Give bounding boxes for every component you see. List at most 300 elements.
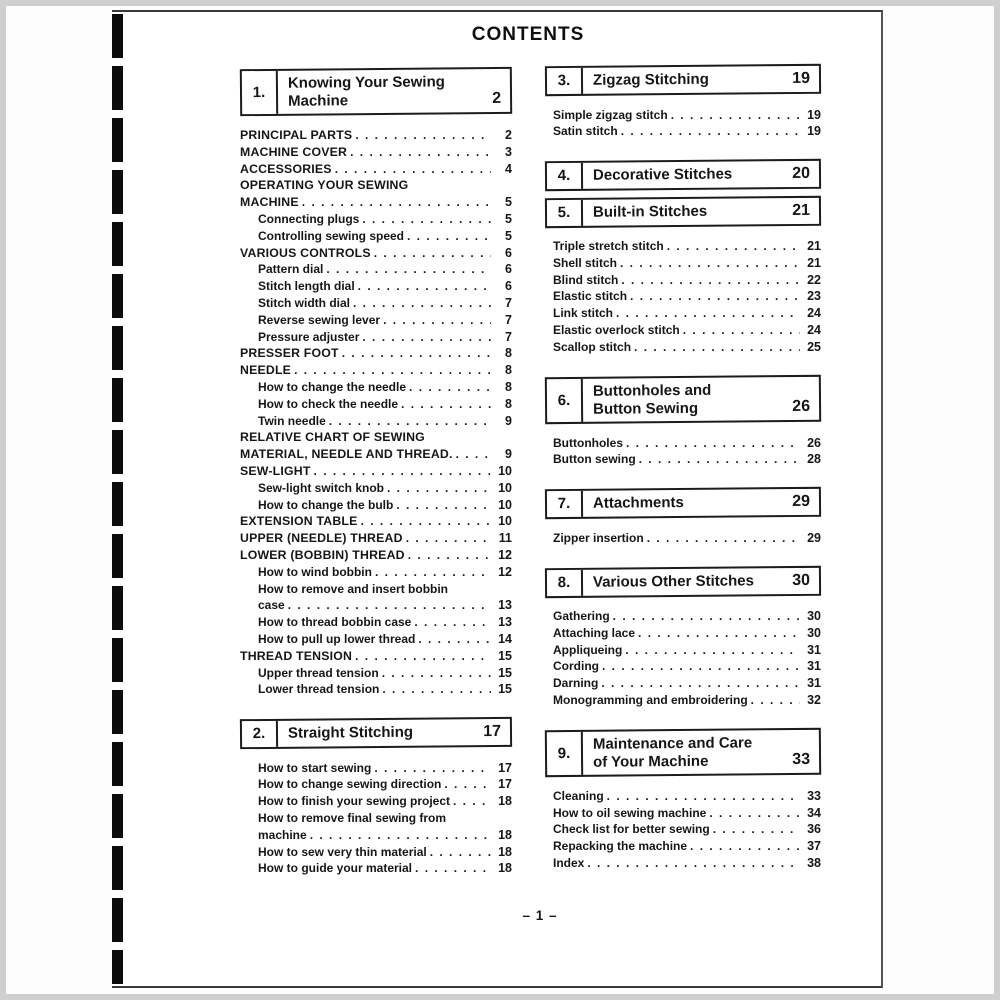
toc-entry-label: MACHINE (240, 195, 299, 210)
toc-entry-label: SEW-LIGHT (240, 463, 311, 478)
section-heading (240, 67, 512, 116)
section-number: 4. (547, 163, 583, 189)
toc-entry (545, 238, 821, 255)
dot-leader (587, 855, 800, 872)
toc-entry-page: 5 (505, 228, 512, 243)
section-title (278, 719, 483, 746)
toc-entry-label: Link stitch (553, 306, 614, 321)
toc-section (545, 160, 821, 190)
toc-entry-label: Gathering (553, 609, 610, 624)
toc-entry-page: 29 (807, 530, 821, 545)
toc-entry (240, 681, 512, 698)
section-entry-list (240, 127, 512, 698)
dot-leader (326, 261, 491, 278)
toc-entry-label: Pattern dial (258, 262, 324, 277)
section-heading (545, 159, 821, 191)
section-heading (545, 64, 821, 96)
toc-entry-page: 19 (807, 124, 821, 139)
dot-leader (625, 642, 800, 659)
toc-entry (240, 329, 512, 346)
toc-entry-page: 21 (807, 255, 821, 270)
dot-leader (453, 793, 491, 810)
toc-entry (240, 345, 512, 362)
toc-entry-label: Monogramming and embroidering (553, 693, 748, 708)
toc-entry-page: 13 (498, 598, 512, 613)
dot-leader (690, 838, 800, 855)
dot-leader (406, 530, 491, 547)
toc-entry (545, 451, 821, 468)
toc-entry-page: 30 (807, 625, 821, 640)
toc-entry-label: Repacking the machine (553, 839, 688, 854)
toc-entry-page: 25 (807, 339, 821, 354)
toc-entry-label: How to remove final sewing from (258, 810, 447, 825)
toc-entry (240, 127, 512, 144)
toc-entry (545, 255, 821, 272)
dot-leader (621, 123, 800, 140)
toc-entry-page: 10 (498, 463, 512, 478)
section-title (583, 66, 792, 93)
toc-section (545, 488, 821, 546)
section-title-line: Buttonholes and (592, 381, 712, 400)
toc-entry-label: Scallop stitch (553, 339, 632, 354)
dot-leader (401, 396, 491, 413)
section-entry-list (545, 530, 821, 547)
toc-entry-page: 6 (505, 245, 512, 260)
toc-entry-label: How to wind bobbin (258, 564, 372, 579)
dot-leader (418, 631, 491, 648)
section-number: 8. (547, 569, 583, 595)
dot-leader (601, 675, 800, 692)
toc-entry-page: 8 (505, 396, 512, 411)
dot-leader (355, 127, 491, 144)
toc-entry (240, 362, 512, 379)
dot-leader (613, 608, 800, 625)
toc-entry (240, 564, 512, 581)
toc-entry-label: Appliqueing (553, 642, 623, 657)
dot-leader (382, 665, 491, 682)
section-page-number: 19 (792, 69, 811, 87)
dot-leader (375, 564, 491, 581)
dot-leader (620, 255, 800, 272)
toc-entry (240, 581, 512, 598)
toc-section (545, 729, 821, 872)
dot-leader (361, 513, 491, 530)
page-number-footer: – 1 – (522, 908, 558, 923)
toc-entry-page: 6 (505, 262, 512, 277)
toc-entry-label: Zipper insertion (553, 530, 644, 545)
toc-entry-page: 31 (807, 659, 821, 674)
toc-entry-label: Connecting plugs (258, 211, 360, 226)
toc-entry-label: RELATIVE CHART OF SEWING (240, 430, 425, 445)
toc-entry-label: Sew-light switch knob (258, 480, 385, 495)
toc-entry-label: NEEDLE (240, 363, 292, 378)
toc-entry-label: Shell stitch (553, 255, 618, 270)
toc-entry (545, 642, 821, 659)
toc-entry-page: 5 (505, 195, 512, 210)
section-page-number: 2 (492, 89, 502, 107)
dot-leader (329, 413, 491, 430)
dot-leader (408, 547, 491, 564)
toc-entry-label: case (258, 598, 285, 613)
section-number: 6. (547, 379, 583, 422)
toc-entry (240, 760, 512, 777)
toc-entry-page: 34 (807, 805, 821, 820)
toc-entry-page: 10 (498, 480, 512, 495)
toc-entry-label: How to oil sewing machine (553, 805, 707, 820)
toc-entry (240, 144, 512, 161)
toc-entry (240, 776, 512, 793)
dot-leader (634, 339, 800, 356)
toc-entry-page: 32 (807, 693, 821, 708)
toc-entry (545, 805, 821, 822)
toc-entry-label: Controlling sewing speed (258, 228, 405, 243)
toc-entry-page: 9 (505, 413, 512, 428)
section-title (583, 568, 792, 595)
toc-column-left (240, 68, 512, 877)
section-heading (240, 717, 512, 749)
toc-entry-page: 10 (498, 514, 512, 529)
toc-entry (545, 821, 821, 838)
toc-entry-page: 38 (807, 856, 821, 871)
toc-entry-page: 19 (807, 107, 821, 122)
dot-leader (671, 107, 800, 124)
toc-entry-label: Check list for better sewing (553, 822, 710, 837)
toc-entry (240, 547, 512, 564)
toc-entry-label: MATERIAL, NEEDLE AND THREAD. (240, 447, 453, 462)
toc-entry-label: How to thread bobbin case (258, 615, 412, 630)
toc-entry-label: Stitch width dial (258, 295, 350, 310)
toc-entry (240, 827, 512, 844)
toc-entry-page: 13 (498, 615, 512, 630)
toc-entry-label: Pressure adjuster (258, 329, 360, 344)
dot-leader (751, 692, 800, 709)
toc-entry-label: Reverse sewing lever (258, 312, 381, 327)
toc-entry-page: 8 (505, 363, 512, 378)
section-title-line: Machine (288, 91, 349, 110)
toc-entry (545, 272, 821, 289)
toc-entry-label: Cleaning (553, 788, 604, 803)
toc-entry-page: 33 (807, 788, 821, 803)
toc-entry-page: 7 (505, 295, 512, 310)
toc-entry (545, 855, 821, 872)
toc-entry-page: 4 (505, 161, 512, 176)
toc-entry-page: 2 (505, 128, 512, 142)
dot-leader (294, 362, 491, 379)
binding-edge-marks (112, 14, 123, 984)
toc-entry-page: 11 (498, 531, 512, 546)
toc-entry-label: Button sewing (553, 452, 636, 467)
toc-entry (240, 211, 512, 228)
toc-entry (240, 530, 512, 547)
dot-leader (407, 228, 491, 245)
toc-entry (240, 245, 512, 262)
toc-entry-label: PRINCIPAL PARTS (240, 128, 353, 142)
toc-entry-label: How to finish your sewing project (258, 794, 451, 809)
section-title-line: Attachments (592, 494, 684, 513)
dot-leader (621, 272, 800, 289)
toc-entry-label: How to pull up lower thread (258, 631, 416, 646)
toc-entry-label: Elastic stitch (553, 289, 628, 304)
toc-column-right (545, 65, 821, 872)
section-heading-body (583, 730, 819, 775)
section-page-number: 30 (792, 570, 811, 589)
section-number: 9. (547, 732, 583, 775)
section-heading-body (583, 161, 819, 189)
toc-entry-page: 26 (807, 435, 821, 450)
toc-entry-page: 3 (505, 144, 512, 159)
dot-leader (409, 379, 491, 396)
dot-leader (374, 760, 491, 777)
section-heading (545, 487, 821, 519)
toc-entry-page: 6 (505, 279, 512, 294)
section-title-line: of Your Machine (593, 752, 709, 771)
dot-leader (667, 238, 800, 255)
section-entry-list (240, 760, 512, 878)
section-number: 2. (242, 721, 278, 747)
toc-entry-label: Lower thread tension (258, 682, 380, 697)
section-heading-body (278, 69, 510, 114)
dot-leader (616, 305, 800, 322)
toc-entry-page: 31 (807, 642, 821, 657)
toc-entry-page: 18 (498, 844, 512, 859)
toc-entry (545, 692, 821, 709)
toc-entry-label: How to start sewing (258, 760, 372, 775)
section-title (583, 730, 793, 775)
dot-leader (374, 245, 491, 262)
dot-leader (709, 805, 800, 822)
toc-entry (545, 530, 821, 547)
section-entry-list (545, 608, 821, 709)
toc-entry (545, 435, 821, 452)
toc-entry (545, 838, 821, 855)
toc-entry (545, 339, 821, 356)
toc-section (545, 567, 821, 709)
toc-entry-label: UPPER (NEEDLE) THREAD (240, 531, 403, 546)
toc-entry (545, 608, 821, 625)
section-entry-list (545, 107, 821, 141)
toc-entry-page: 30 (807, 609, 821, 624)
toc-entry (545, 107, 821, 124)
toc-entry (240, 429, 512, 446)
section-heading-body (583, 567, 819, 595)
dot-leader (602, 658, 800, 675)
toc-entry (240, 161, 512, 178)
dot-leader (396, 497, 491, 514)
toc-entry (240, 480, 512, 497)
dot-leader (314, 463, 491, 480)
toc-entry-page: 17 (498, 760, 512, 775)
toc-entry (240, 413, 512, 430)
dot-leader (350, 144, 491, 161)
toc-section (545, 376, 821, 469)
dot-leader (647, 530, 800, 547)
toc-entry-page: 21 (807, 239, 821, 254)
toc-entry-page: 18 (498, 827, 512, 842)
section-page-number: 26 (792, 397, 811, 415)
toc-entry-page: 10 (498, 497, 512, 512)
toc-entry (545, 322, 821, 339)
toc-entry-label: OPERATING YOUR SEWING (240, 178, 409, 193)
toc-entry (545, 625, 821, 642)
section-heading-body (278, 719, 510, 747)
toc-entry-page: 18 (498, 794, 512, 809)
dot-leader (414, 614, 491, 631)
page-title: CONTENTS (471, 24, 585, 45)
toc-entry (240, 614, 512, 631)
dot-leader (288, 597, 491, 614)
section-title-line: Decorative Stitches (592, 165, 733, 184)
dot-leader (683, 322, 800, 339)
toc-entry (240, 497, 512, 514)
section-heading-body (583, 66, 819, 94)
section-entry-list (545, 788, 821, 872)
toc-section (240, 718, 512, 877)
toc-entry (240, 648, 512, 665)
section-entry-list (545, 435, 821, 469)
section-page-number: 29 (792, 492, 811, 510)
dot-leader (387, 480, 491, 497)
section-page-number: 33 (792, 750, 811, 768)
toc-entry-page: 15 (498, 682, 512, 697)
toc-entry (240, 860, 512, 877)
toc-entry-page: 9 (505, 447, 512, 462)
toc-entry (240, 793, 512, 810)
toc-entry-label: Satin stitch (553, 124, 618, 139)
toc-entry-label: Elastic overlock stitch (553, 323, 680, 338)
dot-leader (456, 446, 491, 463)
dot-leader (310, 827, 491, 844)
toc-section (545, 197, 821, 356)
toc-entry-label: How to change sewing direction (258, 777, 442, 792)
dot-leader (302, 194, 491, 211)
section-heading-body (583, 489, 819, 517)
toc-entry (240, 228, 512, 245)
toc-entry-page: 31 (807, 676, 821, 691)
toc-entry-label: THREAD TENSION (240, 648, 353, 663)
toc-entry-label: machine (258, 827, 307, 842)
toc-entry-page: 14 (498, 631, 512, 646)
toc-entry (545, 123, 821, 140)
toc-entry-page: 7 (505, 312, 512, 327)
toc-entry (240, 194, 512, 211)
section-title-line: Built-in Stitches (592, 202, 708, 221)
section-heading-body (583, 197, 819, 225)
toc-entry (240, 261, 512, 278)
toc-entry-label: ACCESSORIES (240, 161, 332, 176)
dot-leader (638, 625, 800, 642)
toc-entry-label: Triple stretch stitch (553, 239, 664, 254)
dot-leader (444, 776, 491, 793)
section-title (583, 377, 793, 422)
toc-entry-label: How to change the needle (258, 379, 407, 394)
toc-entry (545, 288, 821, 305)
section-heading-body (583, 376, 819, 421)
dot-leader (639, 451, 800, 468)
toc-entry (240, 631, 512, 648)
toc-entry-label: How to guide your material (258, 861, 413, 876)
toc-entry (545, 658, 821, 675)
toc-entry (240, 278, 512, 295)
toc-entry-page: 7 (505, 329, 512, 344)
section-title-line: Button Sewing (593, 399, 699, 417)
toc-entry-page: 12 (498, 547, 512, 562)
section-number: 1. (242, 71, 278, 114)
toc-entry (545, 675, 821, 692)
dot-leader (415, 860, 491, 877)
toc-entry (545, 788, 821, 805)
section-page-number: 20 (792, 164, 811, 182)
toc-entry-label: How to change the bulb (258, 497, 394, 512)
toc-entry (240, 312, 512, 329)
toc-entry (240, 396, 512, 413)
toc-entry (240, 844, 512, 861)
toc-section (545, 65, 821, 140)
dot-leader (355, 648, 491, 665)
toc-entry (240, 463, 512, 480)
toc-entry-label: Blind stitch (553, 272, 619, 287)
section-title-line: Straight Stitching (287, 723, 414, 742)
toc-entry-label: Stitch length dial (258, 279, 355, 294)
toc-entry-page: 37 (807, 839, 821, 854)
section-heading (545, 728, 821, 777)
dot-leader (383, 312, 491, 329)
dot-leader (358, 278, 491, 295)
section-title (583, 489, 792, 516)
dot-leader (607, 788, 800, 805)
section-title-line: Zigzag Stitching (592, 70, 709, 89)
toc-entry-page: 12 (498, 564, 512, 579)
toc-entry-page: 15 (498, 665, 512, 680)
toc-entry (240, 513, 512, 530)
toc-entry-label: Darning (553, 676, 599, 691)
section-title (583, 198, 792, 225)
dot-leader (630, 288, 800, 305)
toc-entry-page: 15 (498, 648, 512, 663)
section-heading (545, 374, 821, 423)
toc-entry-page: 5 (505, 211, 512, 226)
section-title-line: Various Other Stitches (592, 571, 754, 591)
dot-leader (626, 435, 800, 452)
toc-entry-label: VARIOUS CONTROLS (240, 245, 371, 260)
section-page-number: 17 (483, 722, 502, 740)
section-heading (545, 195, 821, 227)
toc-entry-label: Twin needle (258, 413, 326, 428)
toc-entry (240, 446, 512, 463)
toc-entry (545, 305, 821, 322)
toc-entry-page: 36 (807, 822, 821, 837)
section-title (278, 69, 492, 114)
toc-entry-label: How to sew very thin material (258, 844, 427, 859)
dot-leader (353, 295, 491, 312)
toc-entry-label: MACHINE COVER (240, 144, 348, 159)
section-title-line: Knowing Your Sewing (287, 73, 445, 92)
dot-leader (362, 329, 491, 346)
paper-sheet (112, 10, 883, 988)
section-page-number: 21 (792, 200, 811, 219)
toc-entry (240, 379, 512, 396)
dot-leader (713, 821, 800, 838)
section-number: 5. (547, 199, 583, 225)
toc-entry (240, 177, 512, 194)
toc-entry-label: EXTENSION TABLE (240, 514, 358, 529)
section-entry-list (545, 238, 821, 356)
dot-leader (382, 681, 491, 698)
toc-entry-page: 22 (807, 272, 821, 287)
toc-entry-page: 28 (807, 452, 821, 467)
toc-entry-label: Attaching lace (553, 625, 636, 640)
toc-entry-label: How to check the needle (258, 396, 399, 411)
toc-entry (240, 295, 512, 312)
